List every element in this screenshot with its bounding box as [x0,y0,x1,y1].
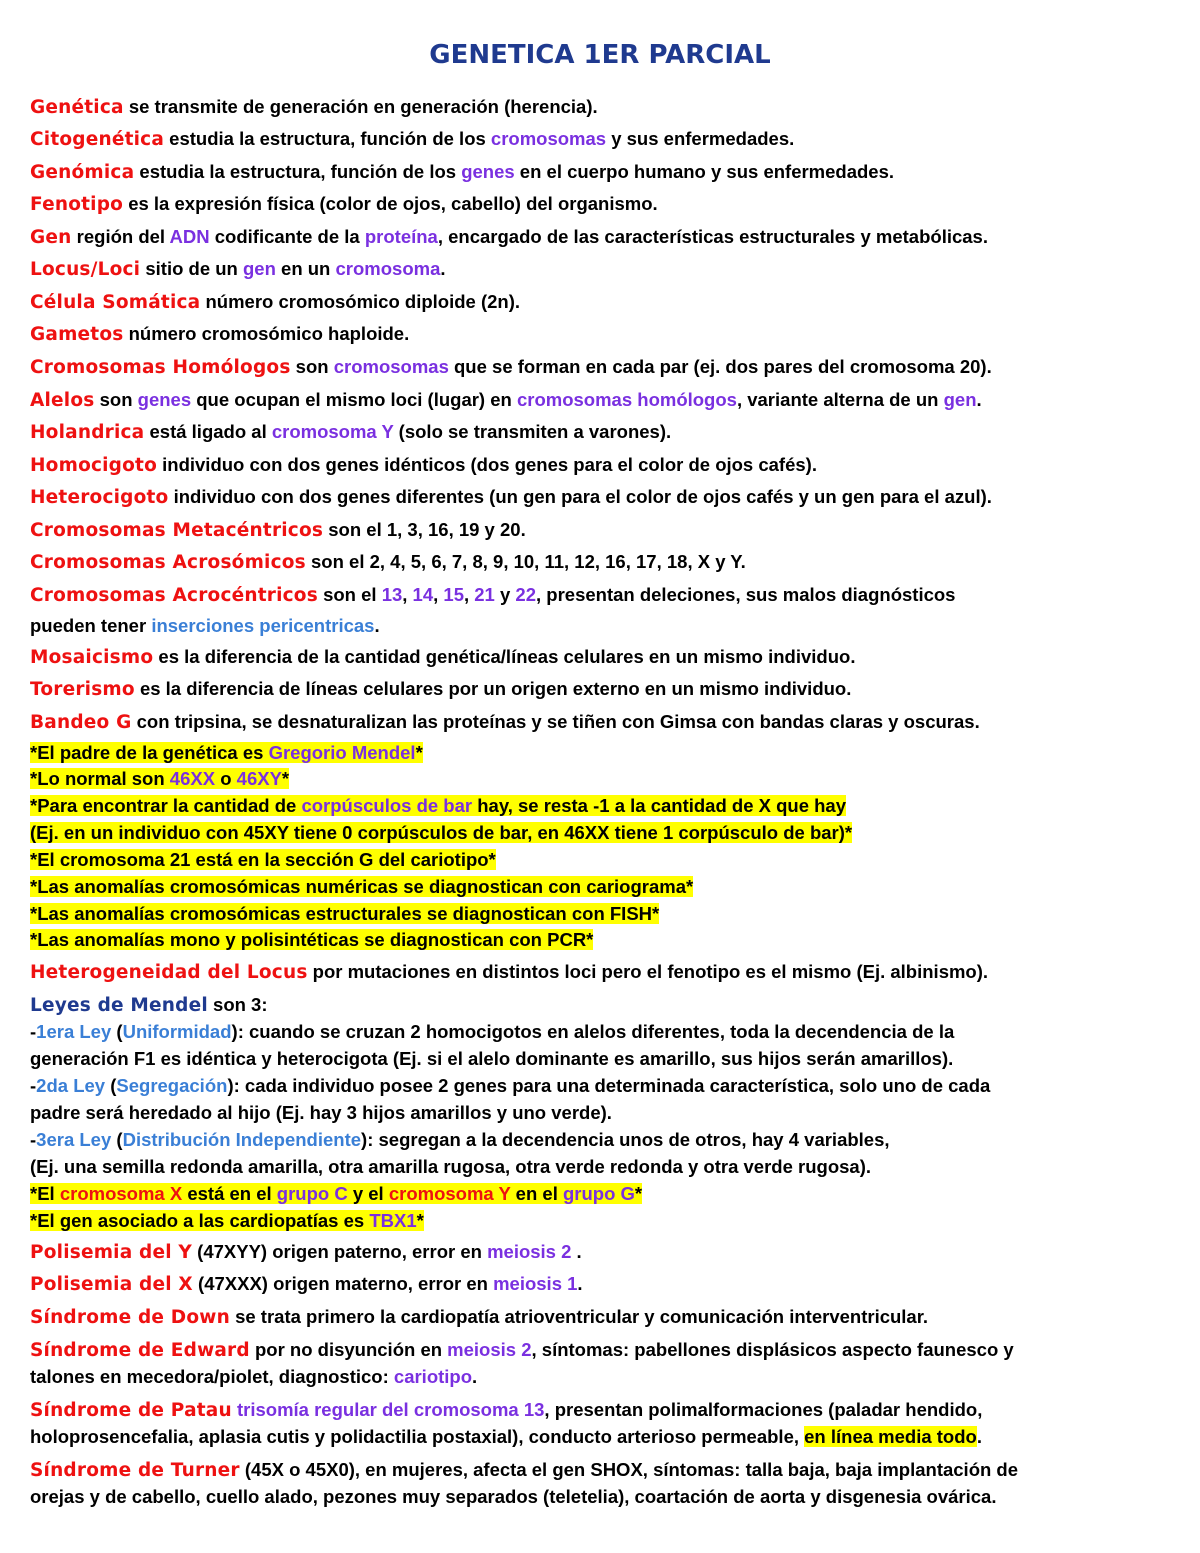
text-segment: meiosis 2 [487,1241,572,1262]
text-segment: cromosoma Y [388,1183,511,1204]
line-content [30,1021,954,1042]
highlighted-note [30,929,593,950]
text-segment: , [463,584,475,605]
line-content [30,1273,583,1294]
text-segment: cromosoma Y [271,421,394,442]
text-segment: , variante alterna de un [736,389,944,410]
term-heading: Alelos [30,390,95,411]
line-content [30,551,746,572]
text-segment: (Ej. en un individuo con 45XY tiene 0 corpúsculos de bar, en 46XX tiene 1 corpúsculo de bar)* [30,822,853,843]
text-segment: son el 1, 3, 16, 19 y 20. [323,519,526,540]
text-segment: en un [275,258,336,279]
line-content [30,128,794,149]
text-line [30,903,659,925]
text-segment: talones en mecedora/piolet, diagnostico: [30,1366,394,1387]
text-segment: estudia la estructura, función de los [134,161,462,182]
text-line [30,96,598,118]
text-segment: *Las anomalías cromosómicas numéricas se diagnostican con cariograma* [30,876,694,897]
term-heading: Mosaicismo [30,647,154,668]
line-content [30,323,409,344]
highlighted-note [30,1183,642,1204]
text-segment: TBX1 [369,1210,417,1231]
term-heading: Homocigoto [30,455,157,476]
text-segment: son el [317,584,382,605]
text-line [30,356,992,378]
term-heading: Bandeo G [30,712,132,733]
text-segment: * [281,768,290,789]
term-heading: Cromosomas Homólogos [30,357,291,378]
highlighted-text: en línea media todo [804,1426,977,1447]
text-line [30,389,982,411]
term-heading: Cromosomas Acrosómicos [30,552,306,573]
text-line [30,1399,982,1421]
text-line [30,711,980,733]
text-line [30,929,593,951]
text-line [30,1306,928,1328]
text-line [30,1459,1018,1481]
text-line [30,323,409,345]
term-heading: Síndrome de Edward [30,1340,250,1361]
text-segment: *El cromosoma 21 está en la sección G del cariotipo* [30,849,496,870]
text-segment: . [571,1241,582,1262]
text-segment: 46XY [236,768,282,789]
text-segment: ( [111,1021,123,1042]
text-segment: por mutaciones en distintos loci pero el fenotipo es el mismo (Ej. albinismo). [307,961,989,982]
line-content [30,161,894,182]
text-segment: , síntomas: pabellones displásicos aspecto faunesco y [531,1339,1014,1360]
term-heading: Holandrica [30,422,145,443]
line-content [30,1129,890,1150]
text-segment: (solo se transmiten a varones). [393,421,672,442]
text-segment: (Ej. una semilla redonda amarilla, otra amarilla rugosa, otra verde redonda y otra verde rugosa). [30,1156,872,1177]
text-segment: - [30,1075,37,1096]
text-segment: es la diferencia de líneas celulares por un origen externo en un mismo individuo. [134,678,852,699]
term-heading: Cromosomas Metacéntricos [30,520,324,541]
text-segment: corpúsculos de bar [301,795,473,816]
term-heading: Torerismo [30,679,135,700]
term-heading: Fenotipo [30,194,124,215]
line-content [30,96,598,117]
text-line [30,551,746,573]
term-heading: Heterocigoto [30,487,169,508]
text-line [30,193,658,215]
term-heading: Genómica [30,162,135,183]
text-line [30,1021,954,1043]
text-line [30,291,520,313]
text-segment: . [976,1426,982,1447]
text-segment: genes [461,161,515,182]
text-line [30,1156,871,1178]
text-segment: . [577,1273,583,1294]
line-content [30,421,671,442]
text-segment: grupo G [562,1183,635,1204]
text-segment: 2da Ley [36,1075,106,1096]
text-segment: *El padre de la genética es [30,742,269,763]
text-segment: individuo con dos genes idénticos (dos genes para el color de ojos cafés). [157,454,817,475]
text-segment: padre será heredado al hijo (Ej. hay 3 hijos amarillos y uno verde). [30,1102,612,1123]
text-line [30,1183,642,1205]
text-line [30,1486,996,1508]
text-segment: . [440,258,446,279]
term-heading: Locus/Loci [30,259,141,280]
text-line [30,1102,612,1124]
text-segment: número cromosómico haploide. [123,323,410,344]
text-segment: y el [347,1183,389,1204]
text-line [30,961,988,983]
text-line [30,1075,990,1097]
text-segment: región del [71,226,170,247]
text-line [30,519,526,541]
text-line [30,226,988,248]
text-line [30,876,693,898]
text-line [30,454,817,476]
term-heading: Célula Somática [30,292,201,313]
text-segment: gen [243,258,276,279]
highlighted-note [30,849,496,870]
text-segment: son [290,356,334,377]
text-segment: cromosoma [335,258,441,279]
line-content [30,519,526,540]
text-segment: *Las anomalías mono y polisintéticas se diagnostican con PCR* [30,929,594,950]
text-line [30,849,496,871]
term-heading: Heterogeneidad del Locus [30,962,308,983]
text-segment: genes [137,389,192,410]
text-segment: * [415,742,423,763]
text-line [30,678,851,700]
text-line [30,994,268,1016]
text-line [30,584,955,606]
text-line [30,486,992,508]
text-segment: , [433,584,444,605]
text-segment: orejas y de cabello, cuello alado, pezones muy separados (teletelia), coartación de aorta y disgenesia ovárica. [30,1486,997,1507]
text-segment: está ligado al [144,421,272,442]
text-segment: 1era Ley [36,1021,112,1042]
line-content [30,226,988,247]
text-segment: *El [30,1183,60,1204]
text-segment: meiosis 2 [447,1339,532,1360]
highlighted-note [30,876,693,897]
text-segment: cromosomas [490,128,607,149]
text-line [30,768,289,790]
text-segment: , [402,584,413,605]
text-segment: individuo con dos genes diferentes (un gen para el color de ojos cafés y un gen para el azul). [168,486,992,507]
text-segment: hay, se resta -1 a la cantidad de X que hay [472,795,847,816]
term-heading: Síndrome de Patau [30,1400,232,1421]
text-segment: meiosis 1 [493,1273,578,1294]
line-content [30,1306,928,1327]
line-content [30,1459,1018,1480]
text-segment: ( [111,1129,123,1150]
text-segment: (47XXX) origen materno, error en [192,1273,494,1294]
text-line [30,1339,1014,1361]
text-segment: Segregación [116,1075,228,1096]
line-content [30,486,992,507]
term-heading: Polisemia del X [30,1274,193,1295]
text-segment: se trata primero la cardiopatía atrioventricular y comunicación interventricular. [229,1306,929,1327]
highlighted-note [30,795,846,816]
text-segment: 14 [412,584,434,605]
text-segment: . [472,1366,478,1387]
highlighted-note [30,1210,424,1231]
text-segment: es la diferencia de la cantidad genética/líneas celulares en un mismo individuo. [153,646,856,667]
text-segment: 3era Ley [36,1129,112,1150]
term-heading: Citogenética [30,129,165,150]
text-segment: , presentan deleciones, sus malos diagnósticos [536,584,956,605]
line-content [30,1156,871,1177]
text-segment: cromosomas homólogos [516,389,737,410]
text-segment: o [215,768,237,789]
text-segment: en el cuerpo humano y sus enfermedades. [514,161,895,182]
line-content [30,646,855,667]
line-content [30,1426,982,1447]
text-segment: ): cada individuo posee 2 genes para una determinada característica, solo uno de cada [227,1075,991,1096]
text-segment: sitio de un [140,258,243,279]
highlighted-note [30,768,289,789]
text-segment: y sus enfermedades. [606,128,795,149]
line-content [30,1486,996,1507]
text-line [30,795,846,817]
text-segment: se transmite de generación en generación (herencia). [123,96,598,117]
text-segment: 22 [515,584,536,605]
highlighted-note [30,742,423,763]
text-segment: generación F1 es idéntica y heterocigota (Ej. si el alelo dominante es amarillo, sus hijos serán amarillos). [30,1048,954,1069]
term-heading: Síndrome de Down [30,1307,230,1328]
text-line [30,1273,583,1295]
text-segment: *Las anomalías cromosómicas estructurales se diagnostican con FISH* [30,903,660,924]
text-segment: cromosomas [333,356,449,377]
line-content [30,1339,1014,1360]
text-segment: 21 [474,584,495,605]
line-content [30,1048,953,1069]
text-segment: (45X o 45X0), en mujeres, afecta el gen SHOX, síntomas: talla baja, baja implantación de [239,1459,1019,1480]
text-segment: y [494,584,516,605]
line-content [30,1102,612,1123]
text-segment: ): cuando se cruzan 2 homocigotos en alelos diferentes, toda la decendencia de la [231,1021,955,1042]
text-segment: estudia la estructura, función de los [164,128,491,149]
text-segment: (47XYY) origen paterno, error en [192,1241,488,1262]
term-heading: Síndrome de Turner [30,1460,240,1481]
term-heading: Gen [30,227,72,248]
text-segment: , presentan polimalformaciones (paladar hendido, [544,1399,983,1420]
text-segment: número cromosómico diploide (2n). [200,291,521,312]
text-line [30,1426,982,1448]
text-segment: inserciones pericentricas [151,615,375,636]
line-content [30,615,380,636]
line-content [30,1366,477,1387]
text-line [30,161,894,183]
line-content [30,1241,582,1262]
text-segment: cariotipo [393,1366,473,1387]
text-segment: es la expresión física (color de ojos, cabello) del organismo. [123,193,658,214]
text-line [30,742,423,764]
line-content [30,678,851,699]
text-segment: ): segregan a la decendencia unos de otros, hay 4 variables, [361,1129,890,1150]
text-segment: ( [105,1075,117,1096]
text-line [30,1210,424,1232]
text-segment: 46XX [169,768,216,789]
text-line [30,615,380,637]
term-heading: Genética [30,97,124,118]
text-segment: holoprosencefalia, aplasia cutis y polidactilia postaxial), conducto arterioso permeable, [30,1426,805,1447]
text-segment: *Lo normal son [30,768,170,789]
text-line [30,1048,953,1070]
text-segment: - [30,1021,37,1042]
text-line [30,1366,477,1388]
highlighted-note [30,822,852,843]
line-content [30,356,992,377]
line-content [30,454,817,475]
text-segment: pueden tener [30,615,152,636]
text-segment: . [976,389,982,410]
text-segment: trisomía regular del cromosoma 13 [237,1399,545,1420]
text-segment: *El gen asociado a las cardiopatías es [30,1210,370,1231]
text-segment: Gregorio Mendel [268,742,416,763]
text-segment: son 3: [207,994,268,1015]
term-heading: Cromosomas Acrocéntricos [30,585,318,606]
text-segment: con tripsina, se desnaturalizan las proteínas y se tiñen con Gimsa con bandas claras y oscuras. [131,711,980,732]
term-heading: Leyes de Mendel [30,995,208,1016]
text-segment: ADN [169,226,210,247]
text-segment: son [94,389,138,410]
text-segment: codificante de la [209,226,365,247]
line-content [30,584,955,605]
line-content [30,389,982,410]
text-line [30,421,671,443]
text-line [30,1241,582,1263]
text-segment: Distribución Independiente [122,1129,362,1150]
text-segment: * [416,1210,424,1231]
text-segment: son el 2, 4, 5, 6, 7, 8, 9, 10, 11, 12, 16, 17, 18, X y Y. [305,551,746,572]
line-content [30,711,980,732]
line-content [30,994,268,1015]
text-segment: que se forman en cada par (ej. dos pares del cromosoma 20). [448,356,992,377]
text-segment: en el [510,1183,563,1204]
text-segment: 15 [443,584,464,605]
text-segment: , encargado de las características estructurales y metabólicas. [437,226,988,247]
text-segment: cromosoma X [59,1183,183,1204]
line-content [30,193,658,214]
line-content [30,1399,982,1420]
text-segment: *Para encontrar la cantidad de [30,795,302,816]
line-content [30,1075,990,1096]
text-line [30,1129,890,1151]
text-segment: - [30,1129,37,1150]
text-segment: gen [943,389,977,410]
text-segment: está en el [182,1183,277,1204]
text-segment: . [374,615,380,636]
text-line [30,646,855,668]
text-segment: * [634,1183,643,1204]
text-segment: 13 [381,584,403,605]
line-content [30,291,520,312]
text-line [30,258,446,280]
text-line [30,822,852,844]
page-title: GENETICA 1ER PARCIAL [429,40,771,70]
line-content [30,961,988,982]
text-segment: grupo C [276,1183,348,1204]
text-line [30,128,794,150]
text-segment: que ocupan el mismo loci (lugar) en [191,389,517,410]
line-content [30,258,446,279]
text-segment: Uniformidad [122,1021,232,1042]
term-heading: Polisemia del Y [30,1242,193,1263]
text-segment: por no disyunción en [249,1339,448,1360]
highlighted-note [30,903,659,924]
text-segment: proteína [364,226,438,247]
term-heading: Gametos [30,324,124,345]
